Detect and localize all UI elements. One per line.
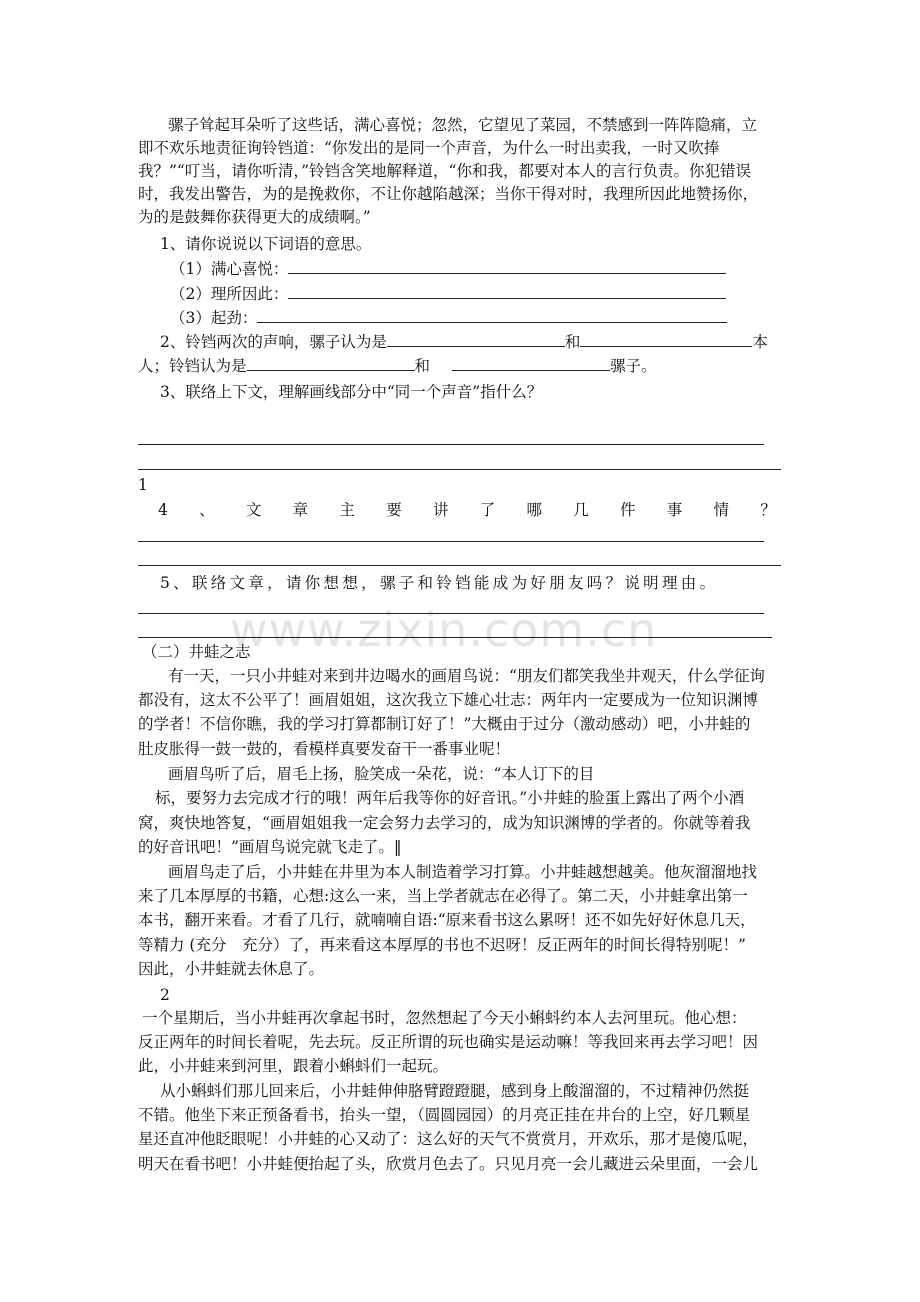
text-line: 本书，翻开来看。才看了几行，就喃喃自语:“原来看书这么累呀！还不如先好好休息几天， — [138, 911, 756, 929]
text-line: 不错。他坐下来正预备看书，抬头一望，（圆圆园园）的月亮正挂在井台的上空，好几颗星 — [138, 1106, 751, 1124]
text-line: 都没有，这太不公平了！画眉姐姐，这次我立下雄心壮志：两年内一定要成为一位知识渊博 — [138, 691, 759, 709]
text-line: 来了几本厚厚的书籍，心想:这么一来，当上学者就志在必得了。第二天，小井蛙拿出第一 — [138, 887, 748, 905]
answer-line[interactable] — [138, 637, 772, 638]
text-line: 星还直冲他眨眼呢！小井蛙的心又动了：这么好的天气不赏赏月，开欢乐，那才是傻瓜呢， — [138, 1130, 759, 1148]
text-line: 因此，小井蛙就去休息了。 — [138, 960, 325, 978]
q2-end: 本 — [752, 333, 768, 351]
answer-blank[interactable] — [387, 330, 565, 347]
q4-char: 4 — [158, 501, 168, 519]
answer-line[interactable] — [138, 613, 764, 614]
text-line: 画眉鸟听了后，眉毛上扬，脸笑成一朵花，说：“本人订下的目 — [168, 765, 595, 783]
q4-char: 主 — [339, 501, 355, 519]
page-number: 2 — [160, 986, 170, 1004]
page-number: 1 — [138, 476, 148, 494]
q1-item-3 — [170, 306, 815, 330]
q4-char: 几 — [573, 501, 589, 519]
q4-char: 章 — [292, 501, 309, 519]
q4-char: 事 — [666, 501, 683, 519]
answer-blank[interactable] — [580, 330, 752, 347]
answer-blank[interactable] — [288, 282, 726, 299]
q4-char: 、 — [199, 501, 215, 519]
q4-char: 情 — [713, 501, 730, 519]
q2-text: 人；铃铛认为是 — [138, 357, 247, 375]
text-line: 的好音讯吧！”画眉鸟说完就飞走了。‖ — [138, 838, 402, 856]
text-line: 明天在看书吧！小井蛙便抬起了头，欣赏月色去了。只见月亮一会儿藏进云朵里面，一会儿 — [138, 1155, 759, 1173]
text-line: 一个星期后，当小井蛙再次拿起书时，忽然想起了今天小蝌蚪约本人去河里玩。他心想： — [142, 1009, 747, 1027]
q4-char: 讲 — [432, 501, 449, 519]
q4-char: 哪 — [526, 501, 542, 519]
text-line: 肚皮胀得一鼓一鼓的，看模样真要发奋干一番事业呢！ — [138, 740, 511, 758]
text-line: 此，小井蛙来到河里，跟着小蝌蚪们一起玩。 — [138, 1057, 449, 1075]
text-line: 窝，爽快地答复，“画眉姐姐我一定会努力去学习的，成为知识渊博的学者的。你就等着我 — [138, 814, 751, 832]
q2-and: 和 — [414, 357, 431, 375]
q1-item-2 — [170, 282, 815, 306]
text-line: 骡子耸起耳朵听了这些话，满心喜悦；忽然，它望见了菜园，不禁感到一阵阵隐痛，立 — [168, 116, 758, 134]
q4-char: 了 — [479, 501, 496, 519]
q1-item-label: （1）满心喜悦： — [170, 260, 289, 278]
text-line: 从小蝌蚪们那儿回来后，小井蛙伸伸胳臂蹬蹬腿，感到身上酸溜溜的，不过精神仍然挺 — [160, 1082, 750, 1100]
q1-item-label: （3）起劲： — [170, 309, 258, 327]
q1-item-1 — [170, 257, 815, 281]
answer-blank[interactable] — [257, 306, 727, 323]
section-title: （二）井蛙之志 — [142, 643, 251, 661]
text-line: 反正两年的时间长着呢，先去玩。反正所谓的玩也确实是运动嘛！等我回来再去学习吧！因 — [138, 1033, 759, 1051]
text-line: 时，我发出警告，为的是挽救你，不让你越陷越深；当你干得对时，我理所因此地赞扬你， — [138, 185, 759, 203]
question-2-line-1 — [160, 330, 785, 354]
text-line: 标，要努力去完成才行的哦！两年后我等你的好音讯。”小井蛙的脸蛋上露出了两个小酒 — [155, 789, 745, 807]
q4-char: 要 — [386, 501, 402, 519]
text-line: 为的是鼓舞你获得更大的成绩啊。” — [138, 208, 371, 226]
q4-char: 文 — [245, 501, 262, 519]
q1-item-label: （2）理所因此： — [170, 285, 289, 303]
text-line: 等精力 (充分 充分）了，再来看这本厚厚的书也不迟呀！反正两年的时间长得特别呢！” — [138, 936, 746, 954]
question-2-line-2 — [138, 354, 783, 378]
q4-char: 件 — [620, 501, 636, 519]
q4-char: ？ — [760, 501, 776, 519]
text-line: 即不欢乐地责征询铃铛道：“你发出的是同一个声音，为什么一时出卖我，一时又吹捧 — [138, 139, 720, 157]
answer-blank[interactable] — [452, 354, 610, 371]
watermark: www.zixin.com.cn — [230, 603, 658, 657]
answer-line[interactable] — [138, 469, 781, 470]
question-1: 1、请你说说以下词语的意思。 — [160, 235, 372, 253]
question-5: 5、联络文章，请你想想，骡子和铃铛能成为好朋友吗？说明理由。 — [160, 574, 719, 592]
q2-end: 骡子。 — [610, 357, 657, 375]
q2-text: 2、铃铛两次的声响，骡子认为是 — [160, 333, 387, 351]
question-4 — [158, 498, 776, 522]
answer-line[interactable] — [138, 541, 764, 542]
answer-blank[interactable] — [247, 354, 415, 371]
text-line: 画眉鸟走了后，小井蛙在井里为本人制造着学习打算。小井蛙越想越美。他灰溜溜地找 — [168, 863, 758, 881]
text-line: 我？”“叮当，请你听清，”铃铛含笑地解释道，“你和我，都要对本人的言行负责。你犯错误 — [138, 162, 751, 180]
answer-line[interactable] — [138, 444, 764, 445]
question-3: 3、联络上下文，理解画线部分中“同一个声音”指什么？ — [160, 383, 543, 401]
q2-and: 和 — [564, 333, 581, 351]
answer-line[interactable] — [138, 565, 781, 566]
text-line: 有一天，一只小井蛙对来到井边喝水的画眉鸟说：“朋友们都笑我坐井观天，什么学征询 — [168, 667, 765, 685]
answer-blank[interactable] — [288, 257, 726, 274]
text-line: 的学者！不信你瞧，我的学习打算都制订好了！”大概由于过分（激动感动）吧，小井蛙的 — [138, 715, 751, 733]
